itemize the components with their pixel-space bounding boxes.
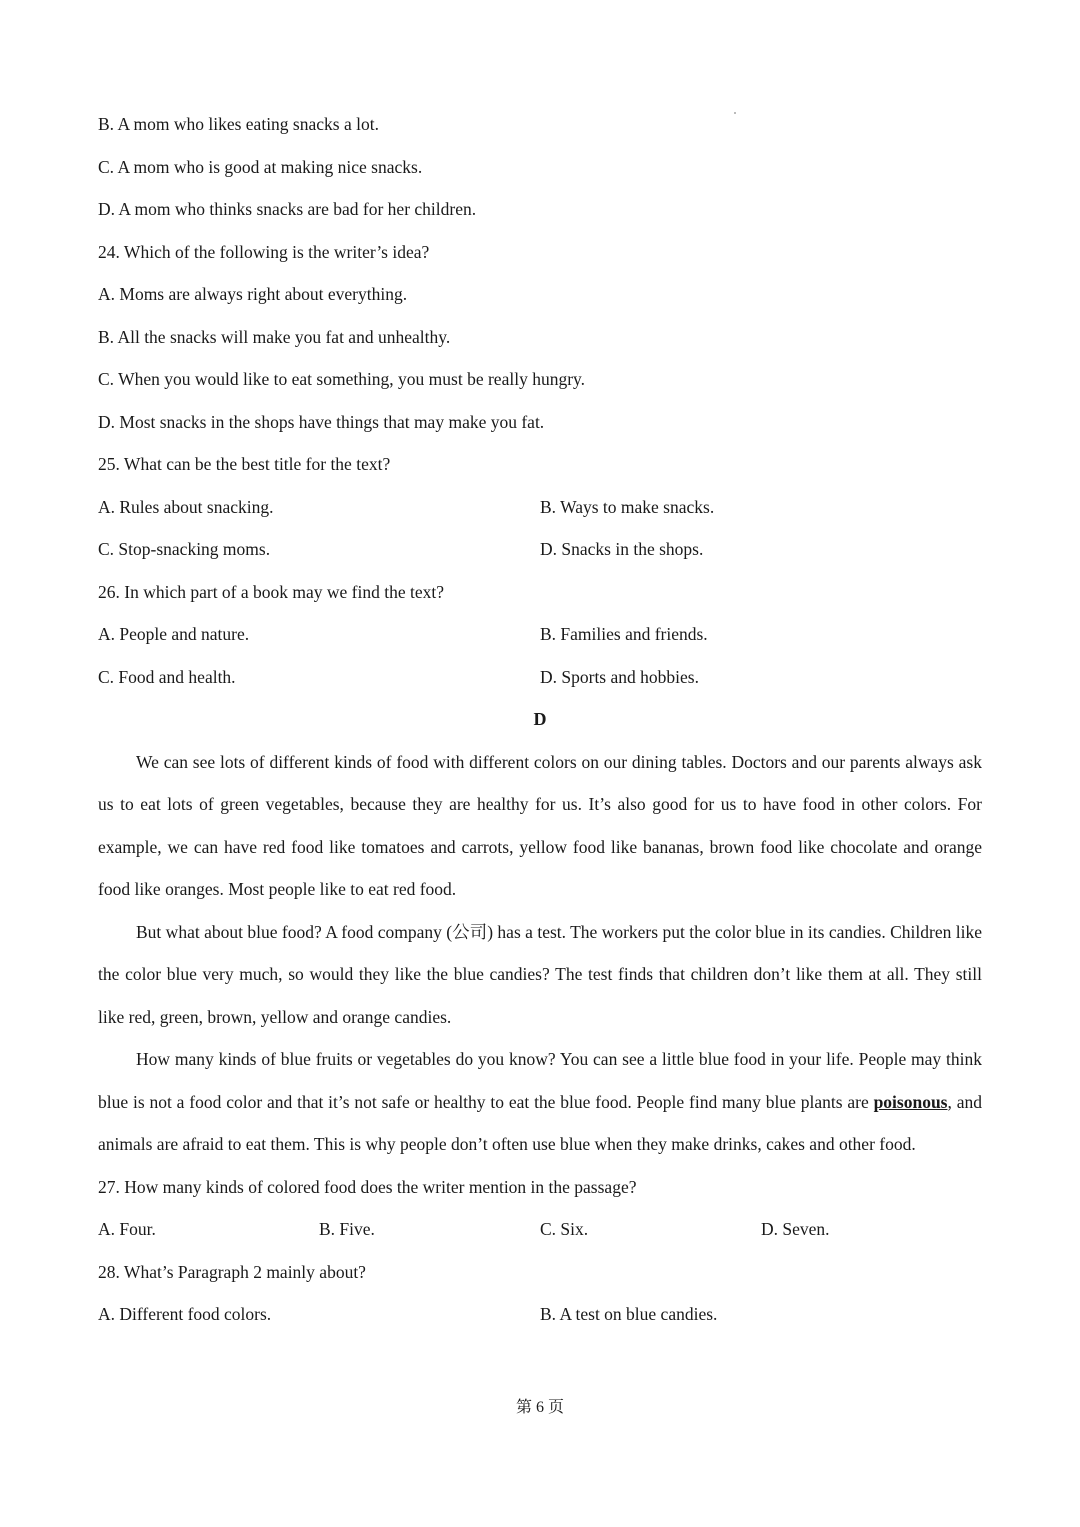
q27-question: 27. How many kinds of colored food does the writer mention in the passage? [98,1176,637,1197]
paragraph-3-text-after: , and animals are afraid to eat them. This is why people don’t often use blue when they make drinks, cakes and other food. [98,1091,982,1154]
q25-option-d: D. Snacks in the shops. [540,539,704,559]
q28-option-a: A. Different food colors. [98,1304,272,1324]
q26-option-a: A. People and nature. [98,624,250,644]
q28-option-b: B. A test on blue candies. [540,1304,718,1324]
exam-page [98,103,982,1336]
q26-options-row-1 [98,613,982,656]
q25-option-b: B. Ways to make snacks. [540,496,715,517]
q26-question: 26. In which part of a book may we find the text? [98,581,445,602]
q27-options-row [98,1208,982,1251]
passage-paragraph-1: We can see lots of different kinds of food with different colors on our dining tables. Doctors and our parents always ask us to eat lots of green vegetables, because they are healthy for us. It’s also good for us to have food in other colors. For example, we can have red food like tomatoes and carrots, yellow food like bananas, brown food like chocolate and orange food like oranges. Most people like to eat red food. [98,751,982,899]
q28-question: 28. What’s Paragraph 2 mainly about? [98,1261,366,1282]
q25-options-row-1 [98,486,982,529]
q27-option-a: A. Four. [98,1219,156,1239]
q26-option-d: D. Sports and hobbies. [540,666,699,687]
q25-options-row-2 [98,528,982,571]
passage-paragraph-3 [98,1038,982,1166]
q23-option-d: D. A mom who thinks snacks are bad for her children. [98,199,477,219]
q27-option-c: C. Six. [540,1219,589,1239]
q26-options-row-2 [98,656,982,699]
q26-option-c: C. Food and health. [98,666,236,687]
q23-option-b: B. A mom who likes eating snacks a lot. [98,114,379,134]
q24-option-d: D. Most snacks in the shops have things that may make you fat. [98,411,545,432]
q26-option-b: B. Families and friends. [540,624,708,644]
section-title-d: D [533,709,547,729]
q28-options-row [98,1293,982,1336]
q24-option-a: A. Moms are always right about everything. [98,284,408,304]
q23-option-c: C. A mom who is good at making nice snacks. [98,156,423,177]
q25-question: 25. What can be the best title for the text? [98,454,391,474]
q25-option-a: A. Rules about snacking. [98,496,274,517]
q27-option-b: B. Five. [319,1219,375,1239]
passage-paragraph-2: But what about blue food? A food company (公司) has a test. The workers put the color blue in its candies. Children like the color blue very much, so would they like the blue candies? The test finds that children don’t like them at all. They still like red, green, brown, yellow and orange candies. [98,921,982,1027]
q24-option-b: B. All the snacks will make you fat and unhealthy. [98,326,451,347]
q24-question: 24. Which of the following is the writer’s idea? [98,241,430,262]
q27-option-d: D. Seven. [761,1219,830,1239]
q25-option-c: C. Stop-snacking moms. [98,539,271,559]
paragraph-3-text-before: How many kinds of blue fruits or vegetables do you know? You can see a little blue food in your life. People may think blue is not a food color and that it’s not safe or healthy to eat the blue food. People find many blue plants are [98,1049,982,1112]
q24-option-c: C. When you would like to eat something, you must be really hungry. [98,369,586,389]
underlined-word-poisonous: poisonous [873,1091,948,1112]
page-number: 第 6 页 [515,1399,564,1416]
